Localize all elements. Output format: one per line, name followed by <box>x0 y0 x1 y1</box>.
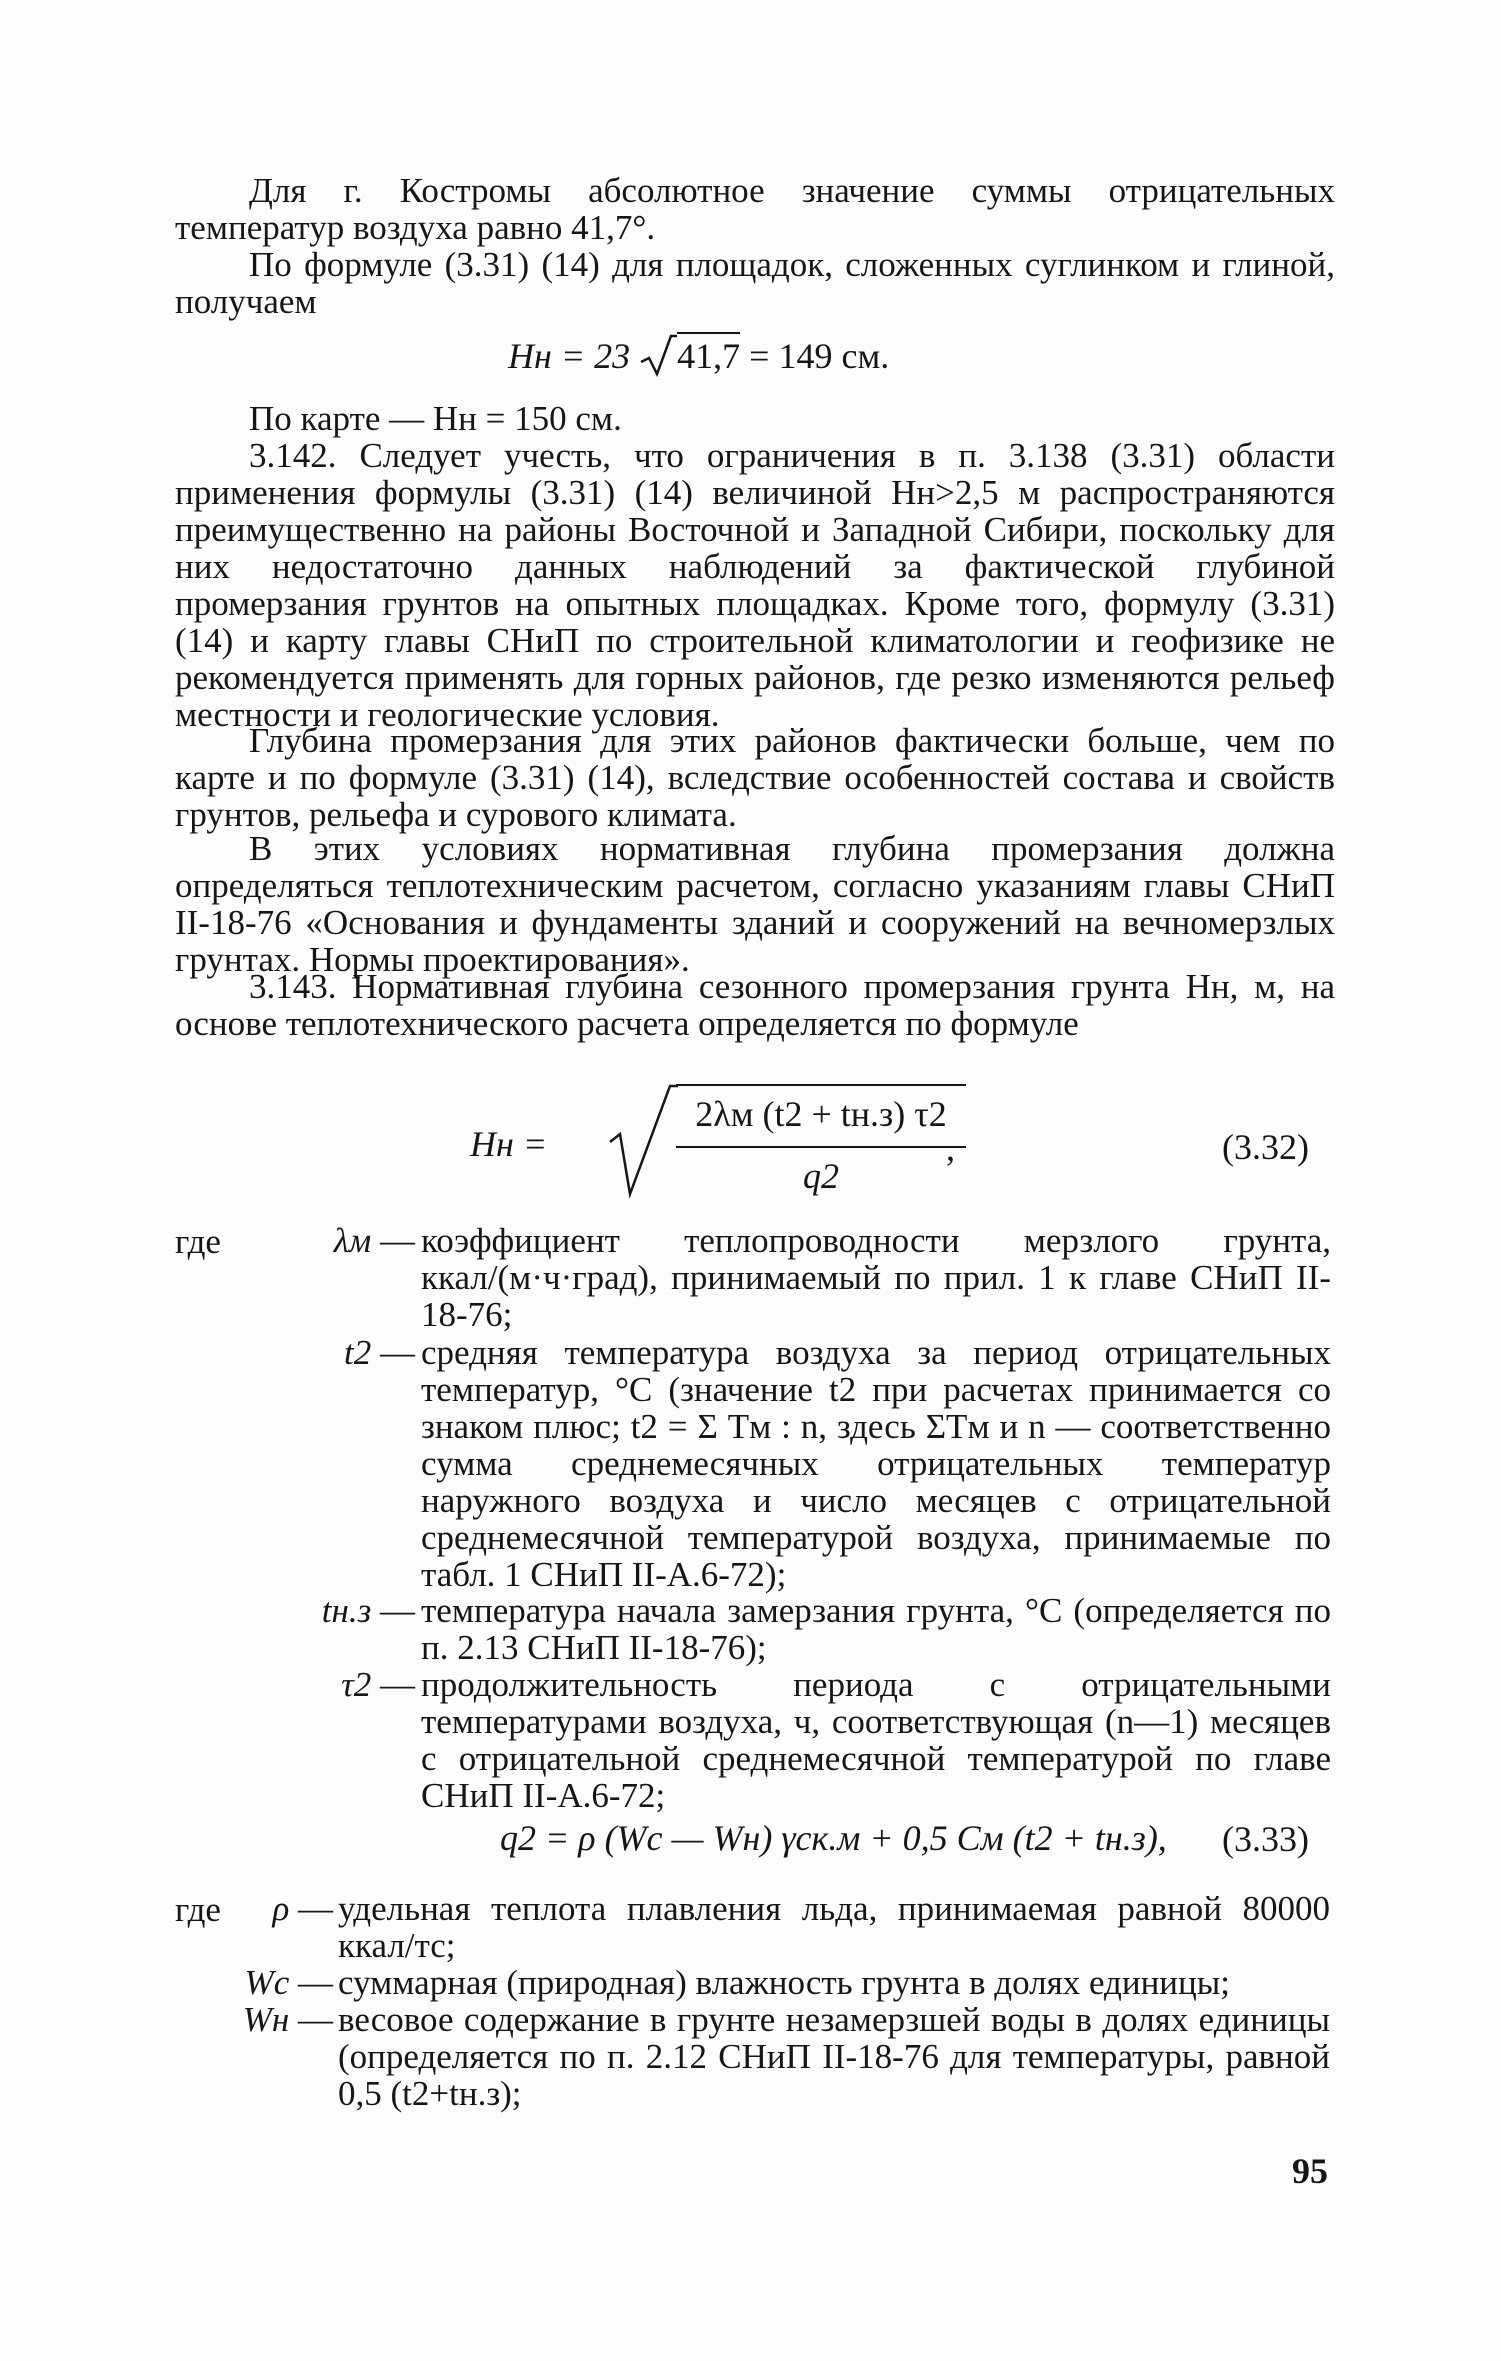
sqrt-sign-icon <box>608 1082 678 1202</box>
equation-number: (3.32) <box>1222 1127 1309 1167</box>
formula-depth-calc <box>508 334 889 378</box>
formula-lhs: Hн = 23 <box>508 336 631 376</box>
definition-symbol: Wн — <box>242 2000 333 2039</box>
definition-symbol: t2 — <box>344 1333 415 1372</box>
formula-rhs: = 149 см. <box>749 336 890 376</box>
definition-text: температура начала замерзания грунта, °С (определяется по п. 2.13 СНиП II-18-76); <box>421 1591 1331 1667</box>
page-number: 95 <box>1292 2151 1328 2191</box>
fraction-denominator: q2 <box>803 1156 839 1196</box>
definition-text: суммарная (природная) влажность грунта в долях единицы; <box>338 1963 1231 2002</box>
paragraph-3-142: 3.142. Следует учесть, что ограничения в п. 3.138 (3.31) области применения формулы (3.31) (14) величиной Hн>2,5 м распространяются преимущественно на районы Восточной и Западной Сибири, поскольку для них недостаточно данных наблюдений за фактической глубиной промерзания грунтов на опытных площадках. Кроме того, формулу (3.31) (14) и карту главы СНиП по строительной климатологии и геофизике не рекомендуется применять для горных районов, где резко изменяются рельеф местности и геологические условия. <box>175 436 1335 734</box>
where-label: где <box>175 1890 221 1929</box>
fraction-numerator: 2λм (t2 + tн.з) τ2 <box>695 1094 947 1134</box>
definition-text: средняя температура воздуха за период отрицательных температур, °С (значение t2 при расчетах принимается со знаком плюс; t2 = Σ Tм : n, здесь ΣTм и n — соответственно сумма среднемесячных отрицательных температур наружного воздуха и число месяцев с отрицательной среднемесячной температурой воздуха, принимаемые по табл. 1 СНиП II-А.6-72); <box>421 1333 1331 1594</box>
equation-number: (3.33) <box>1222 1819 1309 1859</box>
definition-text: весовое содержание в грунте незамерзшей воды в долях единицы (определяется по п. 2.12 СНиП II-18-76 для температуры, равной 0,5 (t2+tн.з); <box>338 2000 1330 2113</box>
paragraph-depth-larger: Глубина промерзания для этих районов фактически больше, чем по карте и по формуле (3.31) (14), вследствие особенностей состава и свойств грунтов, рельефа и сурового климата. <box>175 721 1335 834</box>
definition-text: удельная теплота плавления льда, принимаемая равной 80000 ккал/тс; <box>338 1889 1330 1965</box>
definition-symbol: τ2 — <box>341 1665 415 1704</box>
formula-lhs: Hн = <box>470 1124 548 1164</box>
paragraph-kostroma: Для г. Костромы абсолютное значение суммы отрицательных температур воздуха равно 41,7°. <box>175 171 1335 247</box>
where-label: где <box>175 1222 221 1261</box>
paragraph-formula-intro: По формуле (3.31) (14) для площадок, сложенных суглинком и глиной, получаем <box>175 245 1335 321</box>
definition-text: коэффициент теплопроводности мерзлого грунта, ккал/(м·ч·град), принимаемый по прил. 1 к главе СНиП II-18-76; <box>421 1221 1331 1334</box>
sqrt-sign-icon <box>639 334 677 378</box>
definition-symbol: Wс — <box>244 1963 333 2002</box>
formula-trail: , <box>946 1128 955 1168</box>
definition-symbol: ρ — <box>272 1889 333 1928</box>
definition-symbol: tн.з — <box>321 1591 415 1630</box>
paragraph-conditions: В этих условиях нормативная глубина промерзания должна определяться теплотехническим расчетом, согласно указаниям главы СНиП II-18-76 «Основания и фундаменты зданий и сооружений на вечномерзлых грунтах. Нормы проектирования». <box>175 829 1335 979</box>
paragraph-3-143: 3.143. Нормативная глубина сезонного промерзания грунта Hн, м, на основе теплотехнического расчета определяется по формуле <box>175 967 1335 1043</box>
formula-radicand: 41,7 <box>677 332 740 376</box>
formula-3-32 <box>470 1078 970 1208</box>
formula-3-33: q2 = ρ (Wс — Wн) γск.м + 0,5 Cм (t2 + tн.з), <box>500 1818 1167 1858</box>
definition-symbol: λм — <box>333 1221 415 1260</box>
paragraph-map-value: По карте — Hн = 150 см. <box>249 399 622 438</box>
definition-text: продолжительность периода с отрицательными температурами воздуха, ч, соответствующая (n—1) месяцев с отрицательной среднемесячной температурой по главе СНиП II-А.6-72; <box>421 1665 1331 1815</box>
